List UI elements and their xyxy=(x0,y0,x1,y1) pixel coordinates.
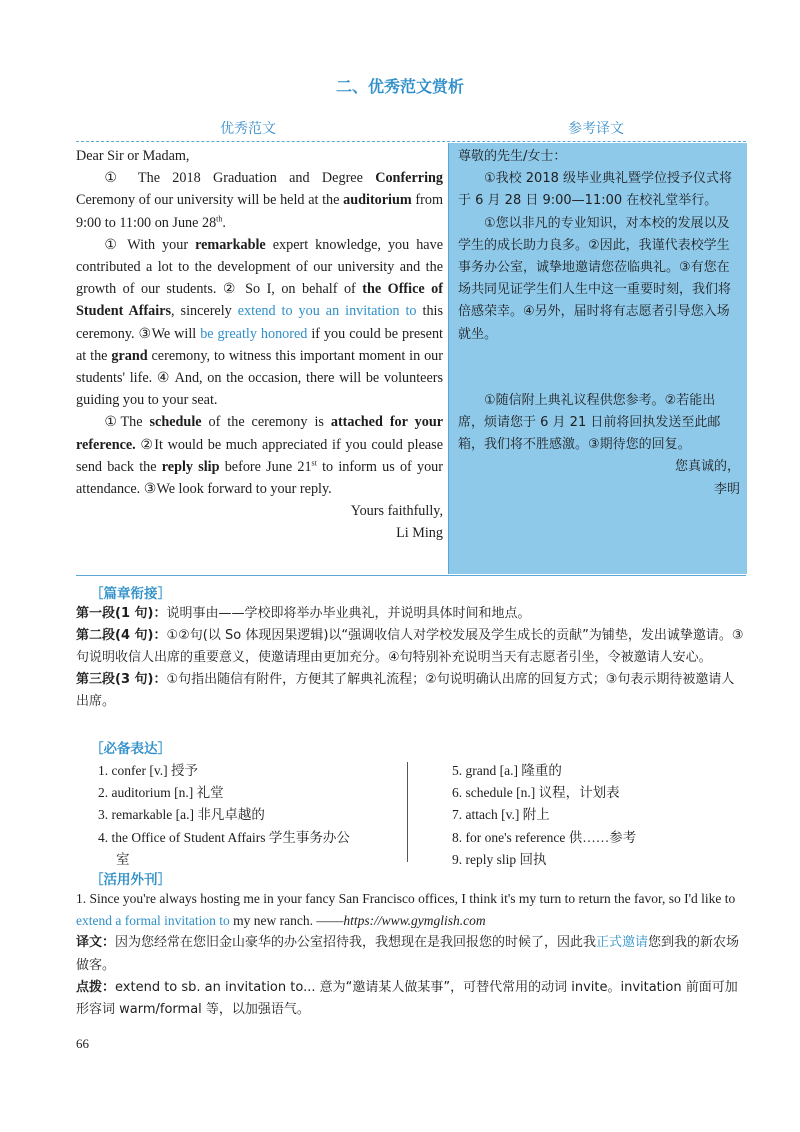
translation-text xyxy=(458,146,740,501)
translation-paragraph-3: ①随信附上典礼议程供您参考。②若能出席，烦请您于 6 月 21 日前将回执发送至此邮箱，我们将不胜感激。③期待您的回复。 xyxy=(458,392,721,453)
translation-salutation: 尊敬的先生/女士： xyxy=(458,149,567,164)
usage-example xyxy=(76,888,746,1021)
translation-column-heading: 参考译文 xyxy=(568,121,624,137)
highlight-phrase: extend to you an invitation to xyxy=(237,303,417,320)
vocab-item: 5. grand [a.] 隆重的 xyxy=(452,763,562,778)
highlight-phrase: be greatly honored xyxy=(200,325,308,342)
vocab-item: 2. auditorium [n.] 礼堂 xyxy=(98,785,224,801)
heading-divider xyxy=(76,141,746,142)
vocab-item: 9. reply slip 回执 xyxy=(452,851,547,867)
page-number: 66 xyxy=(76,1036,89,1051)
essay-paragraph-3: ①The schedule of the ceremony is attached for your reference. ②It would be much appreciated if you could please send back the reply slip before June 21st to inform us of your attendance. ③We look forward to your reply. xyxy=(76,414,444,498)
highlight-phrase: extend a formal invitation to xyxy=(76,913,230,929)
example-tip: 点拨：extend to sb. an invitation to... 意为“邀请某人做某事”，可替代常用的动词 invite。invitation 前面可加形容词 warm/formal 等，以加强语气。 xyxy=(76,979,738,1018)
vocab-item: 8. for one's reference 供……参考 xyxy=(452,829,637,845)
usage-tag: ［活用外刊］ xyxy=(90,872,171,888)
vocab-item: 4. the Office of Student Affairs 学生事务办公 xyxy=(98,829,350,845)
structure-paragraph-1: 第一段(1 句)：说明事由——学校即将举办毕业典礼，并说明具体时间和地点。 xyxy=(76,606,531,621)
structure-paragraph-2: 第二段(4 句)：①②句(以 So 体现因果逻辑)以“强调收信人对学校发展及学生成长的贡献”为铺垫，发出诚挚邀请。③句说明收信人出席的重要意义，使邀请理由更加充分。④句特别补充说明当天有志愿者引坐，令被邀请人安心。 xyxy=(76,628,744,665)
highlight-phrase: 正式邀请 xyxy=(596,935,649,951)
essay-closing: Yours faithfully, xyxy=(350,503,443,520)
example-sentence: 1. Since you're always hosting me in your fancy San Francisco offices, I think it's my turn to return the favor, so I'd like to extend a formal invitation to my new ranch. ——https://www.gymglish.com xyxy=(76,891,736,929)
structure-analysis xyxy=(76,603,746,713)
vocab-item: 3. remarkable [a.] 非凡卓越的 xyxy=(98,807,265,823)
essay-signature: Li Ming xyxy=(396,525,443,542)
panel-bottom-divider xyxy=(76,575,746,576)
section-title: 二、优秀范文赏析 xyxy=(335,77,464,96)
translation-paragraph-1: ①我校 2018 级毕业典礼暨学位授予仪式将于 6 月 28 日 9:00—11:00 在校礼堂举行。 xyxy=(458,171,733,209)
translation-signature: 李明 xyxy=(713,481,740,497)
essay-salutation: Dear Sir or Madam, xyxy=(76,148,190,164)
model-essay xyxy=(76,145,443,545)
vocab-item: 1. confer [v.] 授予 xyxy=(98,763,198,778)
expressions-tag: ［必备表达］ xyxy=(90,741,171,757)
translation-paragraph-2: ①您以非凡的专业知识，对本校的发展以及学生的成长助力良多。②因此，我谨代表校学生事务办公室，诚挚地邀请您莅临典礼。③有您在场共同见证学生们人生中这一重要时刻，我们将倍感荣幸。④另外，届时将有志愿者引导您入场就坐。 xyxy=(458,215,732,342)
essay-paragraph-1: ① The 2018 Graduation and Degree Conferring Ceremony of our university will be held at the auditorium from 9:00 to 11:00 on June 28th. xyxy=(76,170,443,231)
example-source: https://www.gymglish.com xyxy=(343,913,486,929)
vocab-item: 7. attach [v.] 附上 xyxy=(452,807,550,823)
vocab-item: 6. schedule [n.] 议程，计划表 xyxy=(452,785,620,801)
example-translation: 译文：因为您经常在您旧金山豪华的办公室招待我，我想现在是我回报您的时候了，因此我正式邀请您到我的新农场做客。 xyxy=(76,935,740,973)
essay-column-heading: 优秀范文 xyxy=(220,121,276,137)
essay-paragraph-2: ① With your remarkable expert knowledge, you have contributed a lot to the development of our university and the growth of our students. ② So I, on behalf of the Office of Student Affairs, sincerely extend to you an invitation to this ceremony. ③We will be greatly honored if you could be present at the grand ceremony, to witness this important moment in our students' life. ④ And, on the occasion, there will be volunteers guiding you to your seat. xyxy=(76,236,443,409)
structure-tag: ［篇章衔接］ xyxy=(90,586,171,602)
vocab-divider xyxy=(407,762,408,862)
vocab-list-right xyxy=(452,760,636,871)
vocab-item: 室 xyxy=(116,851,130,867)
structure-paragraph-3: 第三段(3 句)：①句指出随信有附件，方便其了解典礼流程；②句说明确认出席的回复方式；③句表示期待被邀请人出席。 xyxy=(76,672,735,709)
vocab-list-left xyxy=(98,760,350,871)
translation-closing: 您真诚的， xyxy=(674,459,740,475)
